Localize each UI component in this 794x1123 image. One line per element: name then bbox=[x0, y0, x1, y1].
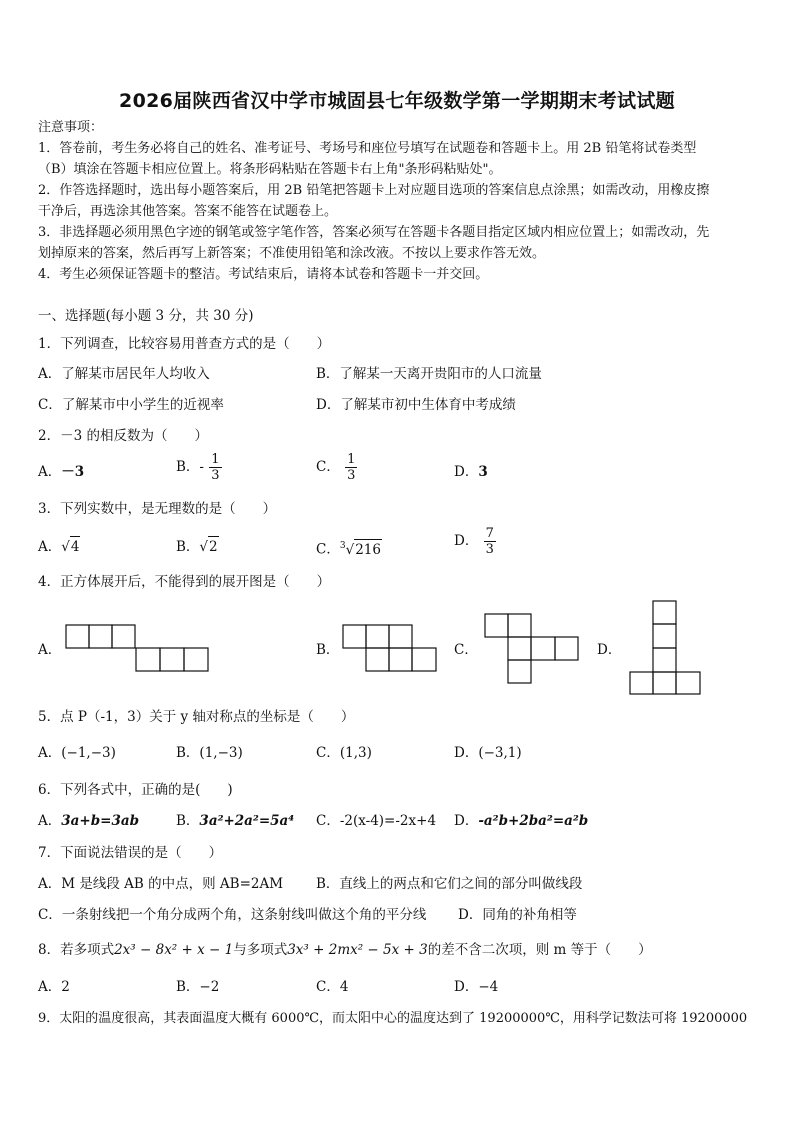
question-8-stem bbox=[38, 940, 652, 960]
notice-line: 4．考生必须保证答题卡的整洁。考试结束后，请将本试卷和答题卡一并交回。 bbox=[38, 267, 489, 282]
question-1-stem: 1．下列调查，比较容易用普查方式的是（ ） bbox=[38, 336, 331, 352]
q3-option-d bbox=[454, 526, 497, 557]
q2-option-b bbox=[176, 452, 223, 483]
root-index: 3 bbox=[339, 541, 346, 551]
q8-option-b: B．−2 bbox=[176, 979, 220, 995]
q4-option-a-label: A． bbox=[38, 642, 62, 658]
page-title: 2026届陕西省汉中学市城固县七年级数学第一学期期末考试试题 bbox=[119, 90, 675, 112]
notice-heading: 注意事项： bbox=[38, 120, 104, 135]
q4-option-b-label: B． bbox=[316, 642, 340, 658]
q2-option-c bbox=[316, 452, 358, 483]
question-9-stem: 9．太阳的温度很高，其表面温度大概有 6000℃，而太阳中心的温度达到了 19200000℃，用科学记数法可将 19200000 bbox=[38, 1011, 748, 1026]
notice-line: 划掉原来的答案，然后再写上新答案；不准使用铅笔和涂改液。不按以上要求作答无效。 bbox=[38, 246, 546, 261]
q4-option-c-label: C． bbox=[454, 642, 478, 658]
q3-option-b: B．√2 bbox=[176, 536, 219, 557]
notice-line: 3．非选择题必须用黑色字迹的钢笔或签字笔作答，答案必须写在答题卡各题目指定区域内相应位置上；如需改动，先 bbox=[38, 225, 710, 240]
option-value: 3a²+2a²=5a⁴ bbox=[199, 813, 295, 829]
q7-option-a: A．M 是线段 AB 的中点，则 AB=2AM bbox=[38, 876, 284, 892]
q6-option-d bbox=[454, 811, 588, 831]
radicand: 4 bbox=[70, 536, 81, 557]
question-3-stem: 3．下列实数中，是无理数的是（ ） bbox=[38, 501, 277, 517]
option-label: D． bbox=[454, 745, 479, 761]
q3-option-c: C．$^3$√216 bbox=[316, 536, 382, 560]
option-label: A． bbox=[38, 464, 62, 480]
notice-line: 1．答卷前，考生务必将自己的姓名、准考证号、考场号和座位号填写在试题卷和答题卡上。用 2B 铅笔将试卷类型 bbox=[38, 141, 697, 156]
denominator: 3 bbox=[211, 468, 220, 483]
polynomial-1: 2x³ − 8x² + x − 1 bbox=[114, 942, 234, 958]
option-label: B． bbox=[176, 459, 200, 475]
option-label: A． bbox=[38, 539, 62, 555]
cube-net-b bbox=[342, 624, 439, 672]
q8-option-a: A．2 bbox=[38, 979, 70, 995]
q1-option-c: C．了解某市中小学生的近视率 bbox=[38, 397, 224, 413]
option-value: (1,3) bbox=[339, 745, 372, 761]
q6-option-b bbox=[176, 811, 294, 831]
cube-net-d bbox=[629, 600, 702, 697]
q1-option-d: D．了解某市初中生体育中考成绩 bbox=[316, 397, 516, 413]
fraction bbox=[345, 452, 357, 483]
option-label: A． bbox=[38, 813, 62, 829]
q5-option-b bbox=[176, 743, 243, 763]
option-label: C． bbox=[316, 745, 340, 761]
option-label: D． bbox=[454, 464, 479, 480]
q6-option-c bbox=[316, 811, 436, 831]
cube-net-a bbox=[65, 624, 210, 672]
notice-line: 干净后，再选涂其他答案。答案不能答在试题卷上。 bbox=[38, 204, 338, 219]
option-value: 3a+b=3ab bbox=[61, 813, 140, 829]
stem-text: 与多项式 bbox=[233, 942, 288, 958]
option-value: －3 bbox=[61, 464, 85, 480]
option-label: C． bbox=[316, 541, 340, 558]
q7-option-b: B．直线上的两点和它们之间的部分叫做线段 bbox=[316, 876, 583, 892]
minus-sign: - bbox=[199, 459, 204, 475]
q3-option-a: A．√4 bbox=[38, 536, 80, 557]
option-value: (−1,−3) bbox=[61, 745, 116, 761]
stem-text: 8．若多项式 bbox=[38, 942, 115, 958]
numerator: 1 bbox=[347, 452, 356, 467]
section-heading: 一、选择题(每小题 3 分，共 30 分) bbox=[38, 308, 254, 324]
question-7-stem: 7．下面说法错误的是（ ） bbox=[38, 845, 223, 861]
radicand: 216 bbox=[354, 539, 382, 560]
option-label: D． bbox=[454, 533, 479, 549]
question-4-stem: 4．正方体展开后，不能得到的展开图是（ ） bbox=[38, 574, 331, 590]
option-label: C． bbox=[316, 813, 340, 829]
q4-option-d-label: D． bbox=[597, 642, 622, 658]
q7-option-c: C．一条射线把一个角分成两个角，这条射线叫做这个角的平分线 bbox=[38, 907, 427, 923]
q8-option-d: D．−4 bbox=[454, 979, 499, 995]
denominator: 3 bbox=[485, 542, 494, 557]
question-5-stem: 5．点 P（-1，3）关于 y 轴对称点的坐标是（ ） bbox=[38, 709, 355, 725]
option-value: (1,−3) bbox=[199, 745, 243, 761]
option-label: B． bbox=[176, 539, 200, 555]
question-6-stem: 6．下列各式中，正确的是( ) bbox=[38, 782, 233, 798]
option-label: B． bbox=[176, 745, 200, 761]
question-2-stem: 2．－3 的相反数为（ ） bbox=[38, 428, 208, 444]
stem-text: 的差不含二次项，则 m 等于（ ） bbox=[427, 942, 652, 958]
numerator: 7 bbox=[485, 526, 494, 541]
polynomial-2: 3x³ + 2mx² − 5x + 3 bbox=[287, 942, 428, 958]
notice-line: 2．作答选择题时，选出每小题答案后，用 2B 铅笔把答题卡上对应题目选项的答案信息点涂黑；如需改动，用橡皮擦 bbox=[38, 183, 710, 198]
numerator: 1 bbox=[211, 452, 220, 467]
q5-option-a bbox=[38, 743, 116, 763]
q1-option-a: A．了解某市居民年人均收入 bbox=[38, 366, 210, 382]
option-value: -a²b+2ba²=a²b bbox=[478, 813, 589, 829]
q2-option-a bbox=[38, 462, 84, 482]
q1-option-b: B．了解某一天离开贵阳市的人口流量 bbox=[316, 366, 542, 382]
notice-line: （B）填涂在答题卡相应位置上。将条形码粘贴在答题卡右上角"条形码粘贴处"。 bbox=[38, 162, 502, 177]
option-value: (−3,1) bbox=[478, 745, 522, 761]
option-value: -2(x-4)=-2x+4 bbox=[339, 813, 437, 829]
q5-option-c bbox=[316, 743, 372, 763]
option-label: C． bbox=[316, 459, 340, 475]
q5-option-d bbox=[454, 743, 522, 763]
denominator: 3 bbox=[347, 468, 356, 483]
radicand: 2 bbox=[208, 536, 219, 557]
fraction bbox=[209, 452, 221, 483]
q6-option-a bbox=[38, 811, 139, 831]
cube-net-c bbox=[484, 613, 581, 686]
q7-option-d: D．同角的补角相等 bbox=[458, 907, 577, 923]
q2-option-d bbox=[454, 462, 488, 482]
q8-option-c: C．4 bbox=[316, 979, 349, 995]
option-label: B． bbox=[176, 813, 200, 829]
option-value: 3 bbox=[478, 464, 488, 480]
option-label: A． bbox=[38, 745, 62, 761]
fraction bbox=[484, 526, 496, 557]
option-label: D． bbox=[454, 813, 479, 829]
